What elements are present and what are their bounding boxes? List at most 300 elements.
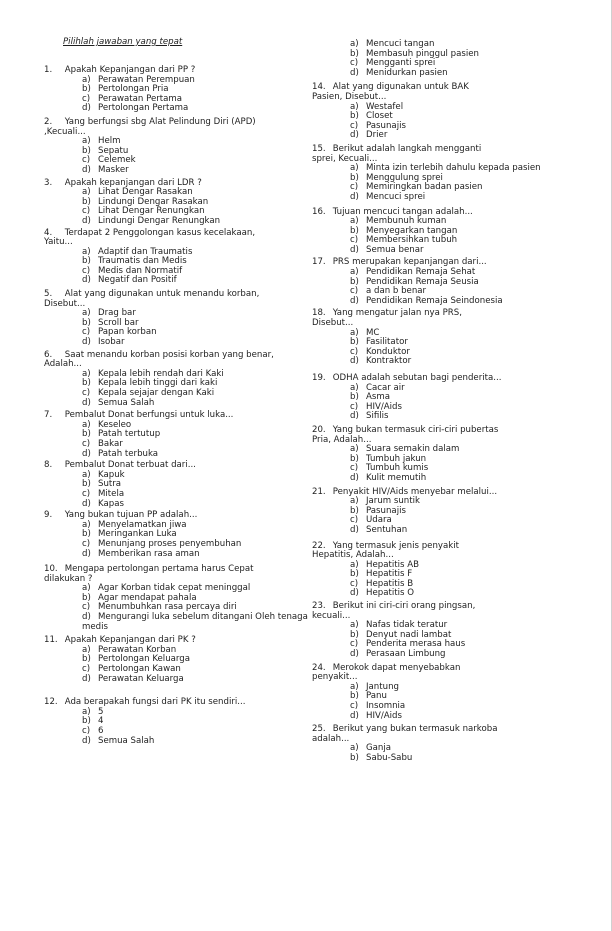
option-letter: b)	[82, 429, 91, 440]
option-letter: c)	[82, 488, 91, 499]
option-letter: b)	[82, 529, 91, 540]
option-text: Kapuk	[98, 469, 125, 480]
option-letter: b)	[350, 225, 359, 236]
question-prompt: Apakah Kepanjangan dari PP ?	[64, 65, 196, 75]
option-text: Isobar	[98, 337, 125, 348]
question-prompt: ODHA adalah sebutan bagi penderita...	[332, 373, 502, 383]
option-text: Jarum suntik	[366, 496, 420, 507]
option-text: a dan b benar	[366, 286, 427, 297]
question-prompt: Terdapat 2 Penggolongan kasus kecelakaan, Yaitu...	[44, 227, 256, 248]
option-text: Nafas tidak teratur	[366, 620, 448, 631]
option-letter: b)	[82, 479, 91, 490]
option-text: Lihat Dengar Renungkan	[98, 206, 205, 217]
option-text: Minta izin terlebih dahulu kepada pasien	[366, 163, 541, 174]
question-text	[312, 145, 502, 164]
question-prompt: Pembalut Donat berfungsi untuk luka...	[64, 410, 234, 421]
option-letter: d)	[82, 612, 91, 623]
question-prompt: Alat yang digunakan untuk menandu korban, Disebut...	[44, 289, 260, 309]
option-text: Bakar	[98, 438, 123, 449]
question-prompt: Tujuan mencuci tangan adalah...	[332, 206, 473, 217]
answer-option	[350, 754, 550, 764]
question-number: 20.	[312, 424, 326, 435]
option-text: Sutra	[98, 479, 122, 490]
option-text: Helm	[98, 136, 121, 147]
option-text: Membasuh pinggul pasien	[366, 48, 479, 59]
option-text: 4	[98, 716, 104, 727]
option-text: Menunjang proses penyembuhan	[98, 538, 242, 549]
question-item	[44, 698, 320, 746]
option-text: Patah tertutup	[98, 429, 161, 440]
question-text	[312, 542, 502, 561]
option-text: Pasunajis	[366, 120, 406, 131]
option-letter: b)	[350, 569, 359, 580]
option-letter: d)	[82, 673, 91, 684]
question-prompt: Alat yang digunakan untuk BAK Pasien, Disebut...	[312, 82, 469, 102]
option-letter: b)	[82, 145, 91, 156]
question-number: 24.	[312, 662, 326, 673]
option-letter: b)	[82, 592, 91, 603]
option-letter: a)	[350, 382, 359, 393]
option-text: Agar Korban tidak cepat meninggal	[98, 583, 251, 594]
question-item	[44, 351, 320, 409]
option-text: Patah terbuka	[98, 448, 159, 459]
question-number: 12.	[44, 697, 58, 708]
question-number: 9.	[44, 510, 53, 521]
question-item	[312, 258, 612, 306]
option-letter: c)	[350, 578, 359, 589]
question-prompt: Yang bukan termasuk ciri-ciri pubertas Pria, Adalah...	[312, 424, 499, 445]
spacer	[44, 684, 320, 698]
option-letter: d)	[350, 295, 359, 306]
option-text: Menyelamatkan jiwa	[98, 519, 187, 530]
option-letter: a)	[82, 469, 91, 480]
option-text: 6	[98, 726, 104, 736]
option-letter: c)	[82, 602, 91, 613]
option-letter: b)	[82, 654, 91, 665]
option-letter: b)	[82, 378, 91, 389]
option-text: Scroll bar	[98, 317, 139, 328]
answer-option	[82, 338, 317, 348]
option-text: Denyut nadi lambat	[366, 629, 452, 640]
option-letter: c)	[82, 206, 91, 217]
question-prompt: Mengapa pertolongan pertama harus Cepat dilakukan ?	[44, 564, 254, 584]
option-letter: a)	[82, 368, 91, 379]
option-letter: d)	[350, 356, 359, 367]
option-text: Udara	[366, 515, 392, 526]
question-item	[44, 66, 320, 114]
question-prompt: Penyakit HIV/Aids menyebar melalui...	[332, 486, 498, 497]
option-letter: b)	[350, 172, 359, 183]
question-prompt: PRS merupakan kepanjangan dari...	[332, 257, 487, 268]
question-number: 21.	[312, 486, 326, 497]
question-prompt: Apakah kepanjangan dari LDR ?	[64, 177, 202, 188]
option-text: Menumbuhkan rasa percaya diri	[98, 602, 237, 613]
question-prompt: Ada berapakah fungsi dari PK itu sendiri...	[64, 697, 246, 708]
option-letter: a)	[350, 681, 359, 692]
question-number: 19.	[312, 373, 326, 383]
option-letter: c)	[82, 93, 91, 104]
question-number: 15.	[312, 143, 326, 154]
spacer	[44, 746, 320, 750]
question-text	[44, 290, 274, 309]
option-text: Pendidikan Remaja Seindonesia	[366, 295, 503, 306]
question-prompt: Yang termasuk jenis penyakit Hepatitis, Adalah...	[312, 540, 460, 561]
option-letter: b)	[350, 276, 359, 287]
option-letter: a)	[350, 559, 359, 570]
option-letter: d)	[82, 448, 91, 459]
option-letter: d)	[82, 164, 91, 175]
option-text: Papan korban	[98, 327, 157, 338]
option-text: Asma	[366, 392, 390, 403]
answer-option	[350, 193, 550, 203]
option-text: Menyegarkan tangan	[366, 225, 458, 236]
option-letter: d)	[350, 67, 359, 78]
option-letter: b)	[350, 392, 359, 403]
option-letter: c)	[350, 401, 359, 412]
option-text: Panu	[366, 691, 387, 702]
question-text	[312, 602, 502, 621]
question-number: 17.	[312, 257, 326, 268]
answer-option	[350, 131, 550, 141]
option-text: Kepala lebih tinggi dari kaki	[98, 378, 218, 389]
option-text: Traumatis dan Medis	[98, 256, 187, 267]
question-number: 16.	[312, 206, 326, 217]
option-text: Sabu-Sabu	[366, 752, 413, 763]
option-letter: c)	[350, 515, 359, 526]
option-letter: d)	[82, 275, 91, 286]
option-text: Ganja	[366, 743, 392, 754]
question-item	[44, 118, 320, 176]
option-text: Penderita merasa haus	[366, 639, 466, 650]
option-text: Kepala lebih rendah dari Kaki	[98, 368, 224, 379]
question-item	[44, 411, 320, 459]
question-number: 4.	[44, 227, 53, 238]
option-text: Sentuhan	[366, 524, 408, 535]
option-letter: b)	[82, 317, 91, 328]
option-letter: a)	[82, 419, 91, 430]
question-prompt: Yang bukan tujuan PP adalah...	[64, 510, 198, 521]
question-item	[312, 725, 612, 763]
option-text: Hepatitis AB	[366, 559, 419, 570]
option-text: Perawatan Korban	[98, 644, 177, 655]
option-text: Negatif dan Positif	[98, 275, 177, 286]
option-letter: c)	[350, 182, 359, 193]
option-letter: a)	[82, 308, 91, 319]
question-prompt: Merokok dapat menyebabkan penyakit...	[312, 662, 461, 683]
answer-option	[350, 297, 550, 307]
option-letter: b)	[350, 629, 359, 640]
question-prompt: Berikut yang bukan termasuk narkoba adalah...	[312, 724, 498, 744]
option-letter: c)	[82, 726, 91, 736]
option-text: Membersihkan tubuh	[366, 235, 458, 246]
option-letter: c)	[82, 327, 91, 338]
option-text: Semua Salah	[98, 735, 155, 746]
option-text: Suara semakin dalam	[366, 444, 460, 455]
answer-option	[350, 69, 550, 79]
question-item	[312, 309, 612, 367]
option-letter: d)	[82, 103, 91, 114]
option-letter: b)	[350, 337, 359, 348]
question-prompt: Yang berfungsi sbg Alat Pelindung Diri (APD) ,Kecuali...	[44, 116, 256, 137]
question-item	[312, 208, 612, 256]
option-text: Jantung	[366, 681, 399, 692]
option-letter: a)	[82, 246, 91, 257]
option-letter: d)	[350, 649, 359, 660]
option-text: Perawatan Keluarga	[98, 673, 184, 684]
answer-option	[350, 474, 550, 484]
option-letter: c)	[350, 463, 359, 474]
question-item	[44, 179, 320, 227]
question-number: 14.	[312, 82, 326, 93]
option-letter: a)	[82, 706, 91, 717]
option-text: Hepatitis O	[366, 588, 414, 599]
option-letter: a)	[350, 620, 359, 631]
question-prompt: Apakah Kepanjangan dari PK ?	[64, 635, 196, 646]
question-text	[44, 698, 274, 708]
option-letter: b)	[82, 84, 91, 95]
answer-option	[82, 717, 317, 727]
question-item	[312, 664, 612, 722]
option-text: Menidurkan pasien	[366, 67, 448, 78]
option-text: Fasilitator	[366, 337, 408, 348]
option-text: Adaptif dan Traumatis	[98, 246, 193, 257]
option-text: Pendidikan Remaja Sehat	[366, 267, 476, 278]
question-item	[312, 542, 612, 600]
option-letter: a)	[350, 216, 359, 227]
option-letter: a)	[350, 444, 359, 455]
question-number: 10.	[44, 564, 58, 575]
question-text	[44, 351, 274, 370]
question-text	[312, 426, 502, 445]
answer-option	[82, 550, 317, 560]
option-text: Pertolongan Keluarga	[98, 654, 191, 665]
option-text: Lindungi Dengar Renungkan	[98, 215, 221, 226]
option-text: Drag bar	[98, 308, 136, 319]
question-number: 2.	[44, 116, 53, 127]
option-text: Lindungi Dengar Rasakan	[98, 196, 209, 207]
option-text: Sifilis	[366, 411, 389, 422]
page-heading: Pilihlah jawaban yang tepat	[63, 37, 183, 47]
answer-option	[350, 650, 550, 660]
answer-option	[350, 712, 550, 722]
option-text: Tumbuh jakun	[366, 453, 427, 464]
option-text: Sepatu	[98, 145, 129, 156]
option-letter: a)	[82, 136, 91, 147]
option-text: Pendidikan Remaja Seusia	[366, 276, 479, 287]
option-letter: d)	[350, 472, 359, 483]
option-letter: d)	[82, 735, 91, 746]
option-letter: c)	[350, 346, 359, 357]
question-item	[312, 40, 612, 78]
question-number: 6.	[44, 349, 53, 360]
question-text	[44, 461, 274, 471]
option-letter: d)	[82, 397, 91, 408]
question-text	[44, 118, 274, 137]
option-text: Meringankan Luka	[98, 529, 177, 540]
question-number: 7.	[44, 410, 53, 421]
option-letter: c)	[350, 701, 359, 711]
option-text: Pasunajis	[366, 505, 406, 516]
option-letter: d)	[350, 130, 359, 141]
option-text: Tumbuh kumis	[366, 463, 429, 474]
option-text: Memberikan rasa aman	[98, 548, 200, 559]
option-letter: b)	[350, 505, 359, 516]
question-number: 22.	[312, 540, 326, 551]
option-text: Pertolongan Pria	[98, 84, 169, 95]
option-letter: d)	[350, 524, 359, 535]
option-letter: b)	[350, 111, 359, 122]
option-letter: d)	[350, 588, 359, 599]
option-text: Mengurangi luka sebelum ditangani Oleh tenaga medis	[82, 612, 308, 632]
option-letter: b)	[82, 196, 91, 207]
option-text: Kontraktor	[366, 356, 412, 367]
option-letter: b)	[350, 48, 359, 59]
answer-option	[82, 675, 317, 685]
option-letter: d)	[82, 215, 91, 226]
option-letter: a)	[350, 39, 359, 49]
option-letter: b)	[350, 453, 359, 464]
option-letter: c)	[350, 58, 359, 69]
question-text	[312, 83, 502, 102]
option-letter: a)	[350, 743, 359, 754]
option-letter: c)	[82, 265, 91, 276]
option-letter: a)	[350, 327, 359, 338]
option-letter: a)	[82, 583, 91, 594]
option-letter: c)	[350, 235, 359, 246]
option-text: Perawatan Perempuan	[98, 74, 195, 85]
option-letter: b)	[82, 716, 91, 727]
option-text: Medis dan Normatif	[98, 265, 183, 276]
option-letter: c)	[350, 286, 359, 297]
option-text: MC	[366, 327, 380, 338]
question-text	[44, 411, 274, 421]
question-text	[312, 725, 502, 744]
answer-option	[350, 246, 550, 256]
question-number: 3.	[44, 177, 53, 188]
option-letter: d)	[82, 337, 91, 348]
option-text: Masker	[98, 164, 129, 175]
option-letter: a)	[82, 74, 91, 85]
right-question-column	[312, 40, 612, 764]
spacer	[44, 40, 320, 66]
option-letter: c)	[82, 538, 91, 549]
question-item	[312, 374, 612, 422]
option-text: Pertolongan Pertama	[98, 103, 189, 114]
option-letter: b)	[350, 691, 359, 702]
option-text: Mencuci sprei	[366, 191, 426, 202]
option-text: Perawatan Pertama	[98, 93, 183, 104]
option-letter: c)	[350, 120, 359, 131]
option-letter: a)	[350, 267, 359, 278]
option-text: Hepatitis B	[366, 578, 414, 589]
question-item	[44, 461, 320, 509]
option-text: Kapas	[98, 498, 124, 509]
option-text: Keseleo	[98, 419, 132, 430]
question-prompt: Pembalut Donat terbuat dari...	[64, 460, 196, 471]
question-number: 5.	[44, 289, 53, 300]
option-text: Insomnia	[366, 701, 406, 711]
option-text: Agar mendapat pahala	[98, 592, 197, 603]
option-text: Membunuh kuman	[366, 216, 447, 227]
option-letter: d)	[350, 244, 359, 255]
option-letter: b)	[350, 752, 359, 763]
answer-option	[82, 737, 317, 747]
option-text: Perasaan Limbung	[366, 649, 446, 660]
question-item	[312, 83, 612, 141]
answer-option	[82, 708, 317, 718]
answer-option	[82, 399, 317, 409]
question-text	[312, 664, 502, 683]
answer-option	[350, 412, 550, 422]
question-number: 1.	[44, 65, 53, 75]
option-letter: a)	[350, 101, 359, 112]
question-item	[312, 602, 612, 660]
option-text: Celemek	[98, 155, 136, 166]
option-text: Hepatitis F	[366, 569, 413, 580]
option-text: Semua Salah	[98, 397, 155, 408]
option-letter: a)	[350, 163, 359, 174]
question-item	[312, 145, 612, 203]
option-text: Pertolongan Kawan	[98, 664, 181, 675]
question-number: 11.	[44, 635, 58, 646]
answer-option	[82, 450, 317, 460]
option-letter: c)	[350, 639, 359, 650]
answer-option	[350, 357, 550, 367]
answer-option	[350, 526, 550, 536]
option-text: Westafel	[366, 101, 404, 112]
answer-option	[82, 166, 317, 176]
option-text: Mencuci tangan	[366, 39, 435, 49]
option-text: Cacar air	[366, 382, 405, 393]
question-item	[312, 488, 612, 536]
option-text: Mengganti sprei	[366, 58, 436, 69]
question-item	[312, 426, 612, 484]
option-letter: c)	[82, 438, 91, 449]
question-text	[312, 309, 502, 328]
question-text	[312, 374, 502, 384]
question-text	[44, 565, 274, 584]
question-prompt: Berikut adalah langkah mengganti sprei, Kecuali...	[312, 143, 482, 164]
option-letter: a)	[350, 496, 359, 507]
option-text: Drier	[366, 130, 388, 141]
option-letter: d)	[350, 191, 359, 202]
answer-option	[82, 104, 317, 114]
option-letter: a)	[82, 519, 91, 530]
option-text: HIV/Aids	[366, 710, 402, 721]
question-prompt: Berikut ini ciri-ciri orang pingsan, kecuali...	[312, 601, 476, 621]
option-text: Lihat Dengar Rasakan	[98, 187, 193, 198]
question-number: 25.	[312, 724, 326, 735]
question-number: 23.	[312, 601, 326, 612]
question-item	[44, 229, 320, 287]
question-item	[44, 565, 320, 632]
answer-option	[82, 276, 317, 286]
answer-option	[82, 500, 317, 510]
option-text: Closet	[366, 111, 393, 122]
option-letter: c)	[82, 155, 91, 166]
option-text: 5	[98, 706, 104, 717]
question-prompt: Yang mengatur jalan nya PRS, Disebut...	[312, 308, 462, 329]
option-text: Konduktor	[366, 346, 410, 357]
question-item	[44, 511, 320, 559]
question-item	[44, 290, 320, 348]
answer-option	[82, 217, 317, 227]
question-number: 18.	[312, 308, 326, 319]
option-text: Memiringkan badan pasien	[366, 182, 483, 193]
option-letter: d)	[82, 548, 91, 559]
question-text	[44, 229, 274, 248]
option-letter: a)	[82, 187, 91, 198]
